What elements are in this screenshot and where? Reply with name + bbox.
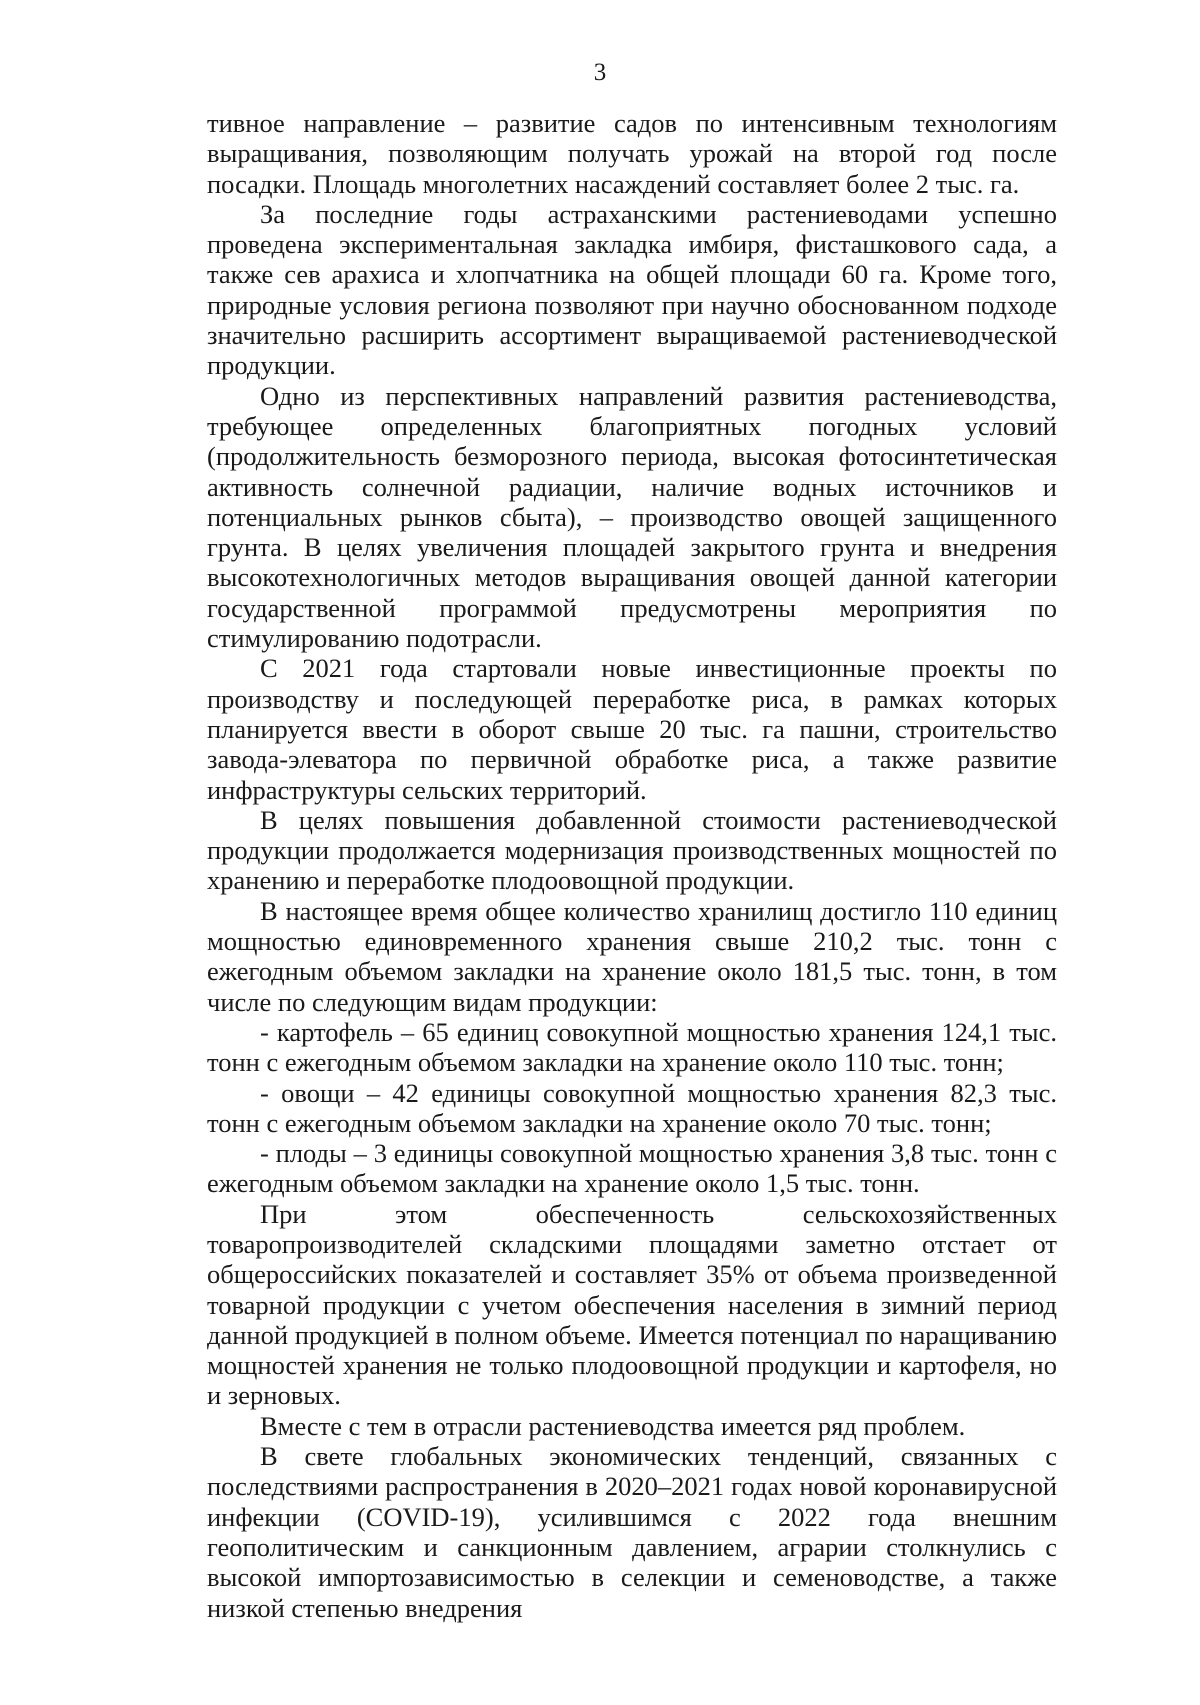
paragraph-5: В целях повышения добавленной стоимости растениеводческой продукции продолжается модернизация производственных мощностей по хранению и переработке плодоовощной продукции. (207, 804, 1057, 896)
list-item-fruits: - плоды – 3 единицы совокупной мощностью хранения 3,8 тыс. тонн с ежегодным объемом закладки на хранение около 1,5 тыс. тонн. (207, 1138, 1057, 1199)
document-body (207, 108, 1057, 1623)
paragraph-1: тивное направление – развитие садов по интенсивным технологиям выращивания, позволяющим получать урожай на второй год после посадки. Площадь многолетних насаждений составляет более 2 тыс. га. (207, 108, 1057, 199)
list-item-vegetables: - овощи – 42 единицы совокупной мощностью хранения 82,3 тыс. тонн с ежегодным объемом закладки на хранение около 70 тыс. тонн; (207, 1077, 1057, 1138)
list-item-potatoes: - картофель – 65 единиц совокупной мощностью хранения 124,1 тыс. тонн с ежегодным объемом закладки на хранение около 110 тыс. тонн; (207, 1016, 1057, 1078)
paragraph-12: В свете глобальных экономических тенденций, связанных с последствиями распространения в 2020–2021 годах новой коронавирусной инфекции (COVID-19), усилившимся с 2022 года внешним геополитическим и санкционным давлением, аграрии столкнулись с высокой импортозависимостью в селекции и семеноводстве, а также низкой степенью внедрения (207, 1441, 1057, 1623)
page-number: 3 (593, 59, 607, 86)
paragraph-10: При этом обеспеченность сельскохозяйственных товаропроизводителей складскими площадями заметно отстает от общероссийских показателей и составляет 35% от объема произведенной товарной продукции с учетом обеспечения населения в зимний период данной продукцией в полном объеме. Имеется потенциал по наращиванию мощностей хранения не только плодоовощной продукции и картофеля, но и зерновых. (207, 1198, 1057, 1411)
paragraph-3: Одно из перспективных направлений развития растениеводства, требующее определенных благоприятных погодных условий (продолжительность безморозного периода, высокая фотосинтетическая активность солнечной радиации, наличие водных источников и потенциальных рынков сбыта), – производство овощей защищенного грунта. В целях увеличения площадей закрытого грунта и внедрения высокотехнологичных методов выращивания овощей данной категории государственной программой предусмотрены мероприятия по стимулированию подотрасли. (207, 380, 1057, 654)
paragraph-2: За последние годы астраханскими растениеводами успешно проведена экспериментальная закладка имбиря, фисташкового сада, а также сев арахиса и хлопчатника на общей площади 60 га. Кроме того, природные условия региона позволяют при научно обоснованном подходе значительно расширить ассортимент выращиваемой растениеводческой продукции. (207, 198, 1057, 381)
paragraph-4: С 2021 года стартовали новые инвестиционные проекты по производству и последующей переработке риса, в рамках которых планируется ввести в оборот свыше 20 тыс. га пашни, строительство завода-элеватора по первичной обработке риса, а также развитие инфраструктуры сельских территорий. (207, 653, 1057, 805)
paragraph-6: В настоящее время общее количество хранилищ достигло 110 единиц мощностью единовременного хранения свыше 210,2 тыс. тонн с ежегодным объемом закладки на хранение около 181,5 тыс. тонн, в том числе по следующим видам продукции: (207, 895, 1057, 1017)
paragraph-11: Вместе с тем в отрасли растениеводства имеется ряд проблем. (260, 1410, 966, 1441)
